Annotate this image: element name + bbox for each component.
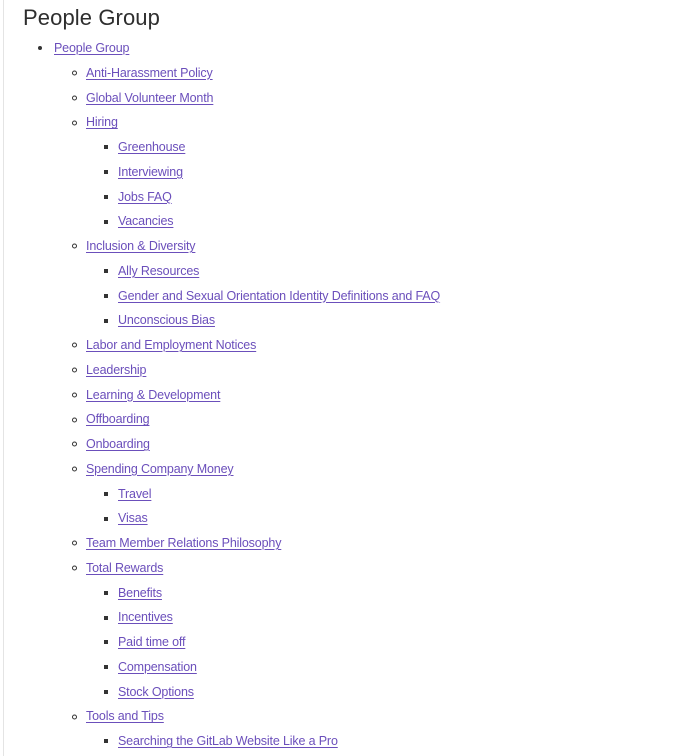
link-searching-gitlab-website[interactable]: Searching the GitLab Website Like a Pro <box>118 734 338 748</box>
link-learning-development[interactable]: Learning & Development <box>86 387 221 402</box>
link-total-rewards[interactable]: Total Rewards <box>86 560 164 575</box>
circle-bullet-icon <box>72 244 77 249</box>
nav-item-unconscious-bias <box>0 308 692 333</box>
link-stock-options[interactable]: Stock Options <box>118 684 194 699</box>
tools-tips-sublist <box>0 729 692 754</box>
square-bullet-icon <box>104 319 108 323</box>
link-leadership[interactable]: Leadership <box>86 362 147 377</box>
square-bullet-icon <box>104 170 108 174</box>
link-visas[interactable]: Visas <box>118 511 148 526</box>
nav-item-team-relations <box>0 531 692 556</box>
link-travel[interactable]: Travel <box>118 486 152 501</box>
link-inclusion-diversity[interactable]: Inclusion & Diversity <box>86 239 196 253</box>
link-paid-time-off[interactable]: Paid time off <box>118 635 186 649</box>
inclusion-sublist <box>0 259 692 333</box>
nav-item-spending <box>0 457 692 531</box>
page-title: People Group <box>23 5 160 30</box>
circle-bullet-icon <box>72 71 77 76</box>
circle-bullet-icon <box>72 95 77 100</box>
link-onboarding[interactable]: Onboarding <box>86 437 150 451</box>
nav-item-benefits <box>0 581 692 606</box>
nav-item-hiring <box>0 110 692 234</box>
link-incentives[interactable]: Incentives <box>118 610 173 625</box>
nav-item-stock-options <box>0 680 692 705</box>
link-labor-employment-notices[interactable]: Labor and Employment Notices <box>86 338 257 352</box>
square-bullet-icon <box>104 665 108 669</box>
circle-bullet-icon <box>72 566 77 571</box>
nav-item-onboarding <box>0 432 692 457</box>
nav-item-greenhouse <box>0 135 692 160</box>
link-tools-and-tips[interactable]: Tools and Tips <box>86 709 164 724</box>
square-bullet-icon <box>104 690 108 694</box>
nav-item-jobs-faq <box>0 185 692 210</box>
nav-item-ally-resources <box>0 259 692 284</box>
link-unconscious-bias[interactable]: Unconscious Bias <box>118 313 215 328</box>
nav-item-total-rewards <box>0 556 692 705</box>
link-anti-harassment-policy[interactable]: Anti-Harassment Policy <box>86 65 213 80</box>
square-bullet-icon <box>104 294 108 298</box>
nav-item-search-gitlab <box>0 729 692 754</box>
link-people-group[interactable]: People Group <box>54 41 130 55</box>
nav-item-leadership <box>0 358 692 383</box>
spending-sublist <box>0 482 692 532</box>
square-bullet-icon <box>104 269 108 273</box>
disc-bullet-icon <box>38 46 42 50</box>
nav-item-inclusion-diversity <box>0 234 692 333</box>
square-bullet-icon <box>104 591 108 595</box>
circle-bullet-icon <box>72 541 77 546</box>
square-bullet-icon <box>104 517 108 521</box>
link-interviewing[interactable]: Interviewing <box>118 164 183 179</box>
link-team-member-relations[interactable]: Team Member Relations Philosophy <box>86 536 282 550</box>
total-rewards-sublist <box>0 581 692 705</box>
link-jobs-faq[interactable]: Jobs FAQ <box>118 189 172 204</box>
nav-item-compensation <box>0 655 692 680</box>
link-offboarding[interactable]: Offboarding <box>86 412 150 427</box>
circle-bullet-icon <box>72 343 77 348</box>
nav-item-interviewing <box>0 160 692 185</box>
circle-bullet-icon <box>72 442 77 447</box>
nav-item-people-group <box>0 36 692 754</box>
link-gender-identity-faq[interactable]: Gender and Sexual Orientation Identity Definitions and FAQ <box>118 288 441 303</box>
nav-item-gender-identity <box>0 284 692 309</box>
circle-bullet-icon <box>72 467 77 472</box>
square-bullet-icon <box>104 739 108 743</box>
nav-item-learning <box>0 383 692 408</box>
circle-bullet-icon <box>72 392 77 397</box>
square-bullet-icon <box>104 220 108 224</box>
circle-bullet-icon <box>72 368 77 373</box>
circle-bullet-icon <box>72 120 77 125</box>
nav-item-incentives <box>0 605 692 630</box>
square-bullet-icon <box>104 616 108 620</box>
link-ally-resources[interactable]: Ally Resources <box>118 263 200 278</box>
nav-item-vacancies <box>0 209 692 234</box>
nav-item-labor-notices <box>0 333 692 358</box>
nav-item-travel <box>0 482 692 507</box>
link-spending-company-money[interactable]: Spending Company Money <box>86 461 234 476</box>
nav-item-visas <box>0 506 692 531</box>
square-bullet-icon <box>104 145 108 149</box>
link-hiring[interactable]: Hiring <box>86 115 118 130</box>
circle-bullet-icon <box>72 417 77 422</box>
nav-item-anti-harassment <box>0 61 692 86</box>
nav-item-offboarding <box>0 407 692 432</box>
people-group-sublist <box>0 61 692 754</box>
nav-item-tools-tips <box>0 704 692 754</box>
link-benefits[interactable]: Benefits <box>118 585 162 600</box>
link-global-volunteer-month[interactable]: Global Volunteer Month <box>86 90 214 105</box>
nav-item-paid-time-off <box>0 630 692 655</box>
square-bullet-icon <box>104 640 108 644</box>
nav-item-global-volunteer <box>0 86 692 111</box>
square-bullet-icon <box>104 195 108 199</box>
people-group-nav <box>0 36 692 754</box>
link-compensation[interactable]: Compensation <box>118 659 197 674</box>
link-vacancies[interactable]: Vacancies <box>118 214 174 229</box>
square-bullet-icon <box>104 492 108 496</box>
link-greenhouse[interactable]: Greenhouse <box>118 140 186 154</box>
hiring-sublist <box>0 135 692 234</box>
circle-bullet-icon <box>72 714 77 719</box>
